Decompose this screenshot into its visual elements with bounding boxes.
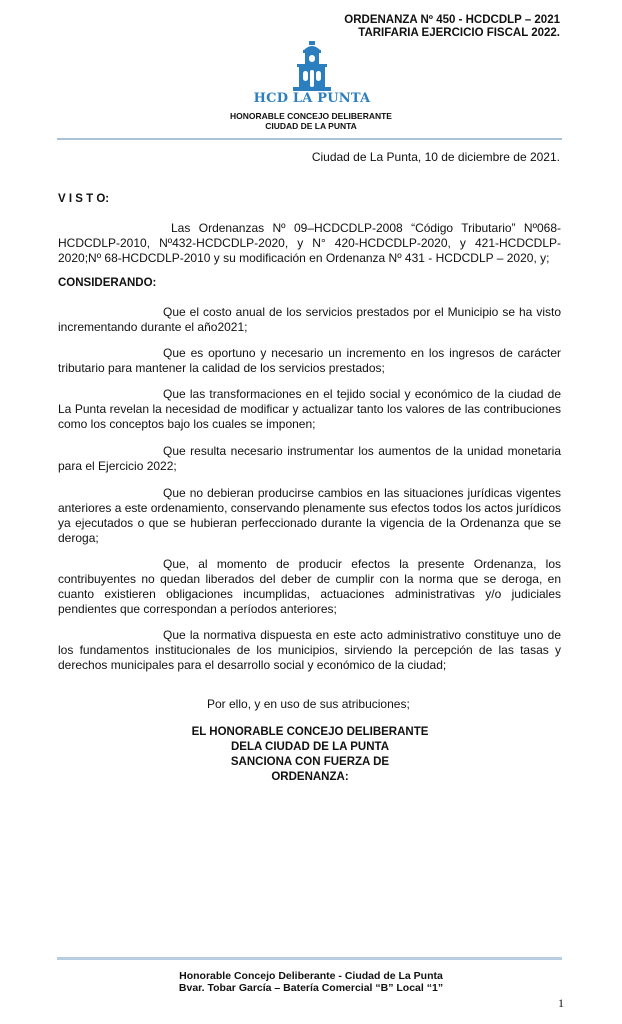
date-line: Ciudad de La Punta, 10 de diciembre de 2021. [311,150,560,164]
page-number: 1 [558,996,564,1010]
paragraph-text: Que las transformaciones en el tejido social y económico de la ciudad de La Punta revelan la necesidad de modificar y actualizar tanto los valores de las contribuciones como los conceptos bajo los cuales se imponen; [58,387,561,431]
institution-block [0,111,622,131]
considerando-paragraph [58,305,561,335]
enactment-line: SANCIONA CON FUERZA DE [230,756,390,768]
enactment-line: EL HONORABLE CONCEJO DELIBERANTE [191,726,429,738]
document-header [344,14,560,40]
ordinance-number: ORDENANZA Nº 450 - HCDCDLP – 2021 [344,14,560,26]
considerando-paragraph [58,486,561,546]
considerando-paragraph [58,444,561,474]
considerando-paragraph [58,557,561,617]
paragraph-text: Que no debieran producirse cambios en las situaciones jurídicas vigentes anteriores a este ordenamiento, conservando plenamente sus efectos todos los actos jurídicos ya ejecutados o que se hubieran perfeccionado durante la vigencia de la Ordenanza que se deroga; [58,486,561,545]
visto-paragraph [58,221,561,266]
considerando-heading: CONSIDERANDO: [58,277,157,289]
por-ello-line: Por ello, y en uso de sus atribuciones; [207,697,410,711]
header-divider [57,138,562,140]
paragraph-text: Que es oportuno y necesario un incremento en los ingresos de carácter tributario para mantener la calidad de los servicios prestados; [58,346,561,375]
paragraph-text: Que resulta necesario instrumentar los aumentos de la unidad monetaria para el Ejercicio 2022; [58,444,561,473]
institution-city: CIUDAD DE LA PUNTA [265,121,357,131]
paragraph-text: Que el costo anual de los servicios prestados por el Municipio se ha visto incrementando durante el año2021; [58,305,561,334]
ordinance-subject: TARIFARIA EJERCICIO FISCAL 2022. [358,27,560,39]
footer-address: Bvar. Tobar García – Batería Comercial “B” Local “1” [178,982,444,994]
considerando-paragraph [58,387,561,432]
considerando-paragraph [58,346,561,376]
paragraph-text: Que, al momento de producir efectos la presente Ordenanza, los contribuyentes no quedan liberados del deber de cumplir con la norma que se deroga, en cuanto existieren obligaciones incumplidas, actuaciones administrativas y/o judiciales pendientes que correspondan a períodos anteriores; [58,557,561,616]
building-tower-icon [252,41,372,91]
enactment-line: ORDENANZA: [271,771,349,783]
visto-text: Las Ordenanzas Nº 09–HCDCDLP-2008 “Código Tributario” Nº068-HCDCDLP-2010, Nº432-HCDCDLP-2020, y N° 420-HCDCDLP-2020, y 421-HCDCDLP-2020;Nº 68-HCDCDLP-2010 y su modificación en Ordenanza Nº 431 - HCDCDLP – 2020, y; [58,221,561,265]
enactment-block [150,725,470,785]
considerando-paragraph [58,628,561,673]
visto-heading: V I S T O: [58,193,110,205]
footer-divider [57,957,562,960]
logo-wordmark: HCD LA PUNTA [253,91,371,106]
footer-institution: Honorable Concejo Deliberante - Ciudad de La Punta [179,970,443,982]
document-footer [0,970,622,994]
institution-name: HONORABLE CONCEJO DELIBERANTE [230,111,392,121]
enactment-line: DELA CIUDAD DE LA PUNTA [230,741,389,753]
hcd-logo [252,41,372,109]
paragraph-text: Que la normativa dispuesta en este acto administrativo constituye uno de los fundamentos institucionales de los municipios, sirviendo la percepción de las tasas y derechos municipales para el desarrollo social y económico de la ciudad; [58,628,561,672]
